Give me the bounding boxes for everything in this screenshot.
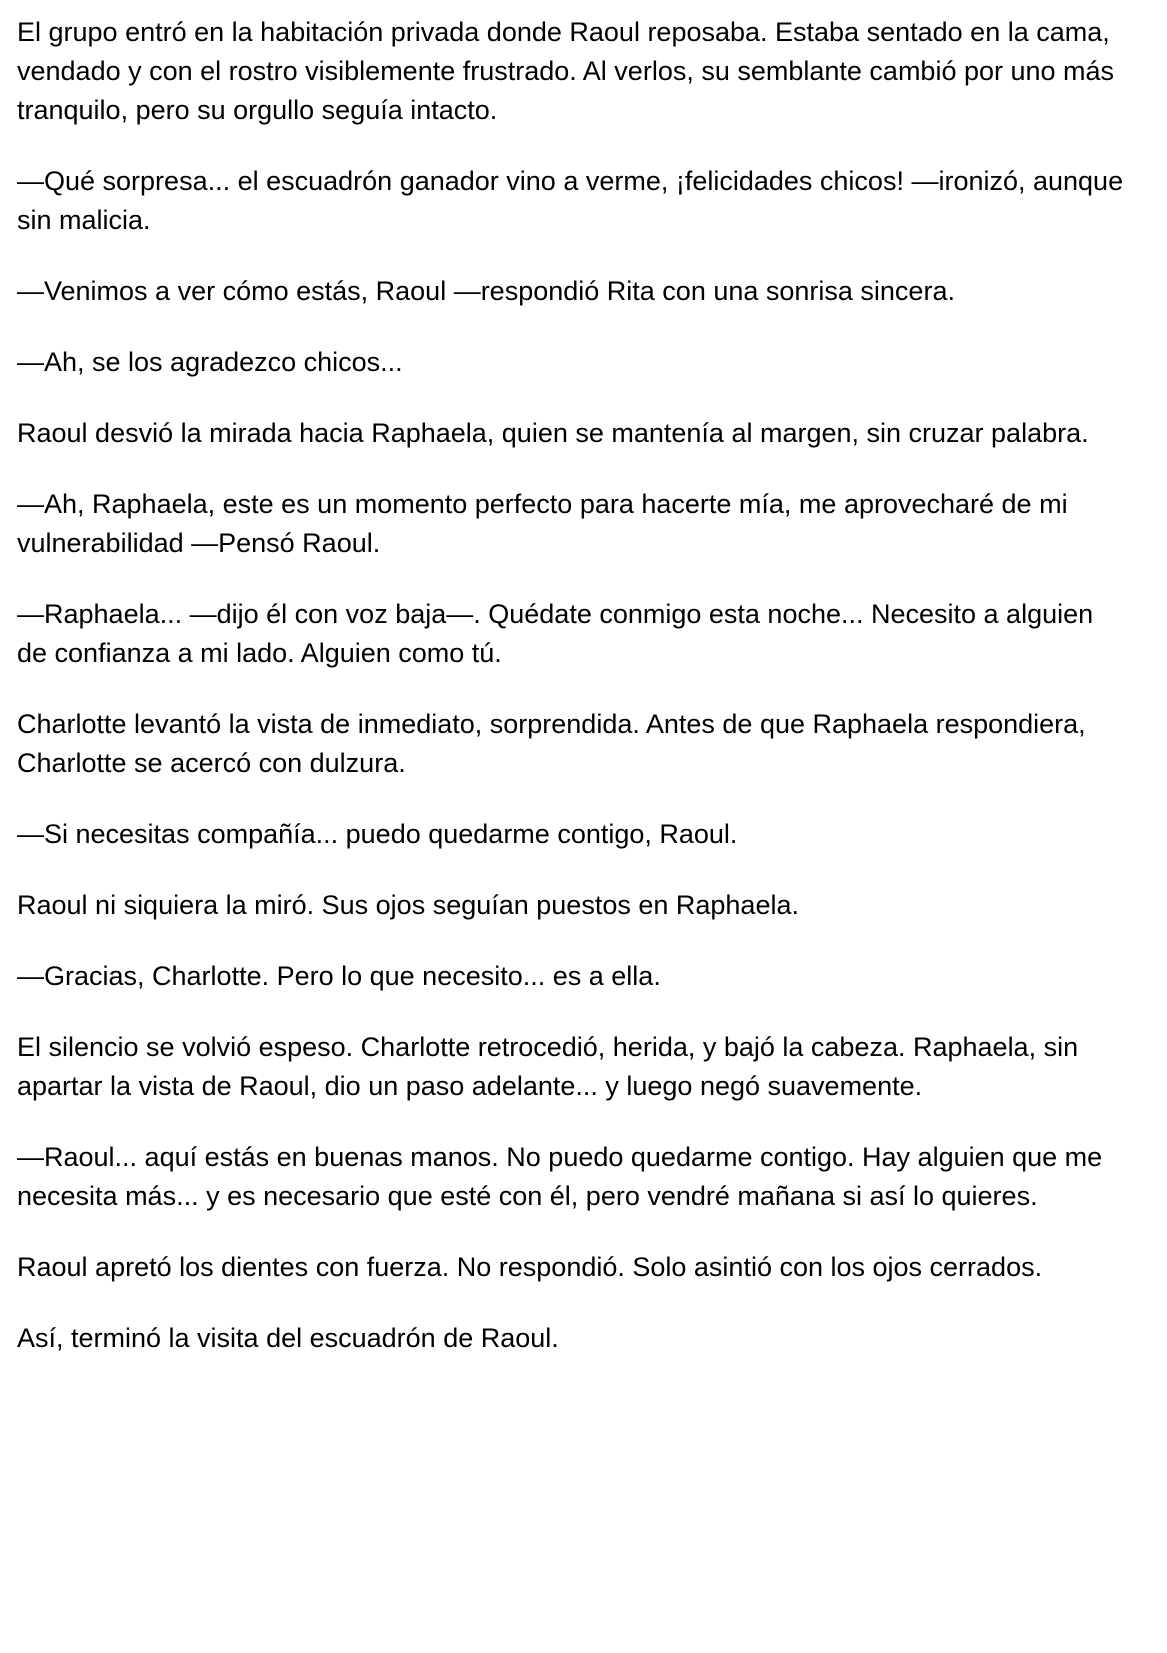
paragraph: Raoul ni siquiera la miró. Sus ojos seguían puestos en Raphaela. [17, 890, 799, 920]
paragraph: Raoul desvió la mirada hacia Raphaela, quien se mantenía al margen, sin cruzar palabra. [17, 418, 1089, 448]
paragraph: —Qué sorpresa... el escuadrón ganador vino a verme, ¡felicidades chicos! —ironizó, aunque sin malicia. [17, 166, 1124, 235]
paragraph: —Ah, Raphaela, este es un momento perfecto para hacerte mía, me aprovecharé de mi vulnerabilidad —Pensó Raoul. [17, 489, 1068, 558]
paragraph: —Raoul... aquí estás en buenas manos. No puedo quedarme contigo. Hay alguien que me necesita más... y es necesario que esté con él, pero vendré mañana si así lo quieres. [17, 1142, 1103, 1211]
paragraph: Charlotte levantó la vista de inmediato, sorprendida. Antes de que Raphaela respondiera, Charlotte se acercó con dulzura. [17, 709, 1086, 778]
paragraph: —Gracias, Charlotte. Pero lo que necesito... es a ella. [17, 961, 661, 991]
paragraph: Raoul apretó los dientes con fuerza. No respondió. Solo asintió con los ojos cerrados. [17, 1252, 1043, 1282]
paragraph: —Ah, se los agradezco chicos... [17, 347, 403, 377]
paragraph: —Si necesitas compañía... puedo quedarme contigo, Raoul. [17, 819, 738, 849]
paragraph: Así, terminó la visita del escuadrón de Raoul. [17, 1323, 559, 1353]
paragraph: El silencio se volvió espeso. Charlotte retrocedió, herida, y bajó la cabeza. Raphaela, sin apartar la vista de Raoul, dio un paso adelante... y luego negó suavemente. [17, 1032, 1079, 1101]
paragraph: —Raphaela... —dijo él con voz baja—. Quédate conmigo esta noche... Necesito a alguien de confianza a mi lado. Alguien como tú. [17, 599, 1094, 668]
paragraph: —Venimos a ver cómo estás, Raoul —respondió Rita con una sonrisa sincera. [17, 276, 955, 306]
paragraph: El grupo entró en la habitación privada donde Raoul reposaba. Estaba sentado en la cama, vendado y con el rostro visiblemente frustrado. Al verlos, su semblante cambió por uno más tranquilo, pero su orgullo seguía intacto. [17, 17, 1115, 125]
